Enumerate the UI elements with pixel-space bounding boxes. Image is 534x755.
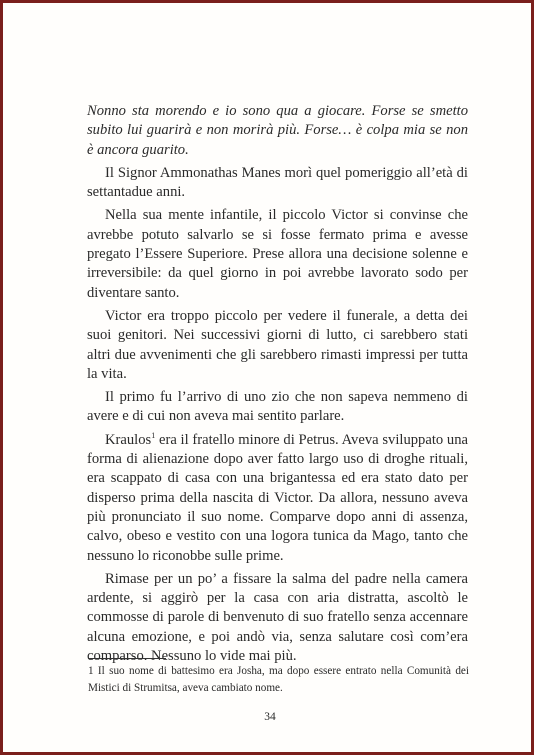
footnote-reference[interactable]: 1: [151, 430, 156, 440]
paragraph: Rimase per un po’ a fissare la salma del padre nella camera ardente, si aggirò per la casa con aria distratta, ascoltò le commosse di parole di benvenuto di suo fratello senza accennare alcuna emozione, e poi andò via, senza salutare così com’era comparso. Nessuno lo vide mai più.: [87, 570, 468, 665]
footnote: 1 Il suo nome di battesimo era Josha, ma dopo essere entrato nella Comunità dei Mistici di Strumitsa, aveva cambiato nome.: [88, 665, 469, 694]
paragraph: Il primo fu l’arrivo di uno zio che non sapeva nemmeno di avere e di cui non aveva mai sentito parlare.: [87, 389, 468, 425]
kraulos-name: Kraulos: [105, 431, 152, 448]
kraulos-text: era il fratello minore di Petrus. Aveva sviluppato una forma di alienazione dopo aver fatto largo uso di droghe rituali, era scappato di casa con una brigantessa ed era stato dato per disperso prima della nascita di Victor. Da allora, nessuno aveva più pronunciato il suo nome. Comparve dopo anni di assenza, calvo, obeso e vestito con una logora tunica da Mago, tanto che nessuno lo riconobbe sulle prime.: [87, 431, 468, 564]
body-text: [87, 102, 468, 670]
paragraph: Nella sua mente infantile, il piccolo Victor si convinse che avrebbe potuto salvarlo se si fosse fermato prima e avesse pregato l’Essere Superiore. Prese allora una decisione solenne e irreversibile: da quel giorno in poi avrebbe lavorato sodo per diventare santo.: [87, 207, 468, 301]
footnote-divider: [88, 658, 166, 659]
italic-thought-paragraph: Nonno sta morendo e io sono qua a giocare. Forse se smetto subito lui guarirà e non morirà più. Forse… è colpa mia se non è ancora guarito.: [87, 103, 468, 158]
paragraph-kraulos: [87, 431, 468, 566]
paragraph: Victor era troppo piccolo per vedere il funerale, a detta dei suoi genitori. Nei successivi giorni di lutto, ci sarebbero stati altri due avvenimenti che gli sarebbero rimasti impressi per tutta la vita.: [87, 307, 468, 382]
page-number: 34: [264, 711, 276, 723]
paragraph: Il Signor Ammonathas Manes morì quel pomeriggio all’età di settantadue anni.: [87, 164, 468, 201]
